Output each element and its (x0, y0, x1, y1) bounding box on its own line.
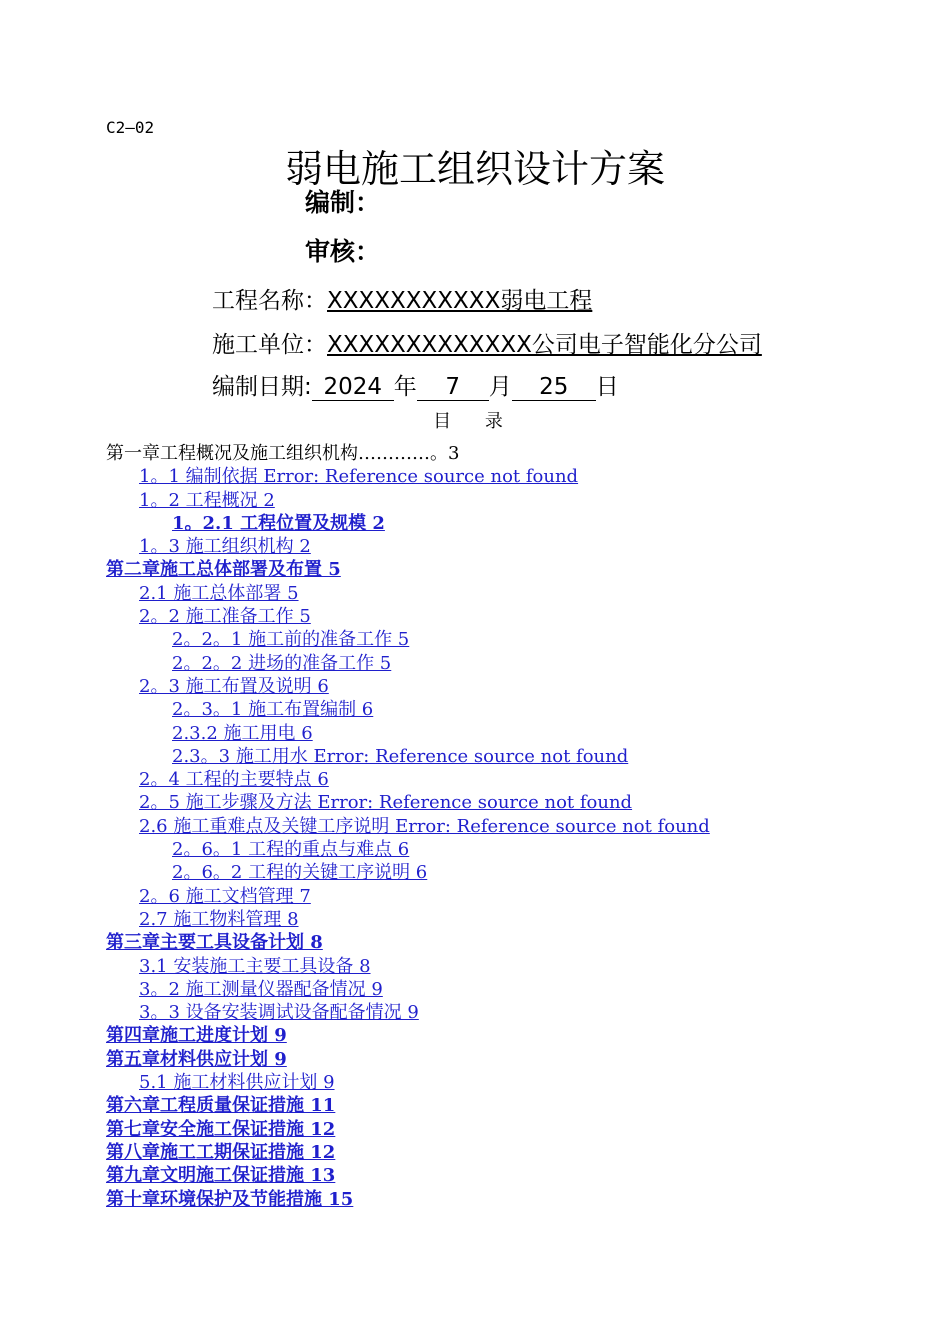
toc-link[interactable]: 第八章施工工期保证措施 12 (106, 1141, 336, 1163)
toc-entry (106, 931, 710, 954)
date-day-unit: 日 (595, 374, 619, 400)
toc-link[interactable]: 2。6。2 工程的关键工序说明 6 (172, 862, 428, 884)
document-code: C2—02 (106, 118, 155, 137)
reviewed-by-label: 审核： (305, 237, 381, 266)
toc-link[interactable]: 第三章主要工具设备计划 8 (106, 932, 323, 954)
toc-link[interactable]: 第四章施工进度计划 9 (106, 1025, 287, 1047)
toc-link[interactable]: 2。6 施工文档管理 7 (139, 885, 311, 907)
toc-entry (106, 838, 710, 861)
toc-entry (106, 722, 710, 745)
toc-link[interactable]: 第六章工程质量保证措施 11 (106, 1095, 336, 1117)
toc-heading: 目 录 (433, 411, 517, 432)
toc-link[interactable]: 2.6 施工重难点及关键工序说明 Error: Reference source not found (139, 815, 710, 837)
toc-link: 第一章工程概况及施工组织机构…………。3 (106, 443, 460, 464)
toc-link[interactable]: 1。2.1 工程位置及规模 2 (172, 512, 385, 534)
toc-entry (106, 628, 710, 651)
toc-entry (106, 698, 710, 721)
toc-link[interactable]: 2。3。1 施工布置编制 6 (172, 699, 374, 721)
toc-entry (106, 1001, 710, 1024)
toc-link[interactable]: 1。1 编制依据 Error: Reference source not found (139, 466, 579, 488)
toc-entry (106, 1188, 710, 1211)
toc-entry (106, 652, 710, 675)
toc-link[interactable]: 3.1 安装施工主要工具设备 8 (139, 955, 371, 977)
toc-link[interactable]: 2。2。2 进场的准备工作 5 (172, 652, 392, 674)
toc-entry (106, 1141, 710, 1164)
toc-entry (106, 465, 710, 488)
toc-link[interactable]: 1。3 施工组织机构 2 (139, 536, 311, 558)
toc-link[interactable]: 1。2 工程概况 2 (139, 489, 275, 511)
toc-entry (106, 512, 710, 535)
date-day: 25 (512, 374, 596, 401)
compile-date-label: 编制日期: (212, 374, 312, 400)
toc-entry (106, 861, 710, 884)
toc-link[interactable]: 2.1 施工总体部署 5 (139, 582, 299, 604)
construction-unit-label: 施工单位： (212, 332, 327, 358)
toc-link[interactable]: 2。2。1 施工前的准备工作 5 (172, 629, 410, 651)
toc-entry (106, 768, 710, 791)
construction-unit-row (212, 326, 762, 359)
compiled-by-label: 编制： (305, 188, 381, 217)
toc-link[interactable]: 第五章材料供应计划 9 (106, 1048, 287, 1070)
document-title: 弱电施工组织设计方案 (284, 147, 665, 191)
toc-link[interactable]: 第二章施工总体部署及布置 5 (106, 559, 341, 581)
toc-entry (106, 791, 710, 814)
date-year: 2024 (312, 374, 394, 401)
toc-entry (106, 605, 710, 628)
toc-entry (106, 1094, 710, 1117)
toc-entry (106, 1071, 710, 1094)
toc-entry (106, 885, 710, 908)
toc-link[interactable]: 2.3.2 施工用电 6 (172, 722, 313, 744)
toc-link[interactable]: 2。6。1 工程的重点与难点 6 (172, 839, 410, 861)
project-name-value: XXXXXXXXXXX弱电工程 (327, 288, 593, 314)
table-of-contents (106, 442, 710, 1211)
toc-entry (106, 442, 710, 465)
date-month-unit: 月 (488, 374, 512, 400)
date-month: 7 (417, 374, 489, 401)
toc-link[interactable]: 3。2 施工测量仪器配备情况 9 (139, 978, 383, 1000)
toc-entry (106, 582, 710, 605)
project-name-label: 工程名称： (212, 288, 327, 314)
toc-link[interactable]: 2。2 施工准备工作 5 (139, 606, 311, 628)
toc-link[interactable]: 2.7 施工物料管理 8 (139, 908, 299, 930)
toc-entry (106, 908, 710, 931)
toc-entry (106, 675, 710, 698)
toc-entry (106, 745, 710, 768)
project-name-row (212, 282, 592, 315)
toc-link[interactable]: 5.1 施工材料供应计划 9 (139, 1072, 335, 1094)
compile-date-row (212, 368, 619, 401)
toc-entry (106, 955, 710, 978)
construction-unit-value: XXXXXXXXXXXXX公司电子智能化分公司 (327, 332, 762, 358)
toc-entry (106, 1164, 710, 1187)
toc-entry (106, 1024, 710, 1047)
toc-entry (106, 489, 710, 512)
toc-link[interactable]: 2。4 工程的主要特点 6 (139, 769, 329, 791)
toc-link[interactable]: 第九章文明施工保证措施 13 (106, 1165, 336, 1187)
toc-entry (106, 1048, 710, 1071)
toc-link[interactable]: 2.3。3 施工用水 Error: Reference source not found (172, 745, 629, 767)
toc-entry (106, 535, 710, 558)
toc-entry (106, 978, 710, 1001)
toc-entry (106, 1118, 710, 1141)
toc-link[interactable]: 3。3 设备安装调试设备配备情况 9 (139, 1002, 419, 1024)
toc-link[interactable]: 2。3 施工布置及说明 6 (139, 675, 329, 697)
toc-link[interactable]: 第七章安全施工保证措施 12 (106, 1118, 336, 1140)
date-year-unit: 年 (393, 374, 417, 400)
toc-link[interactable]: 2。5 施工步骤及方法 Error: Reference source not found (139, 792, 633, 814)
toc-link[interactable]: 第十章环境保护及节能措施 15 (106, 1188, 354, 1210)
toc-entry (106, 558, 710, 581)
toc-entry (106, 815, 710, 838)
